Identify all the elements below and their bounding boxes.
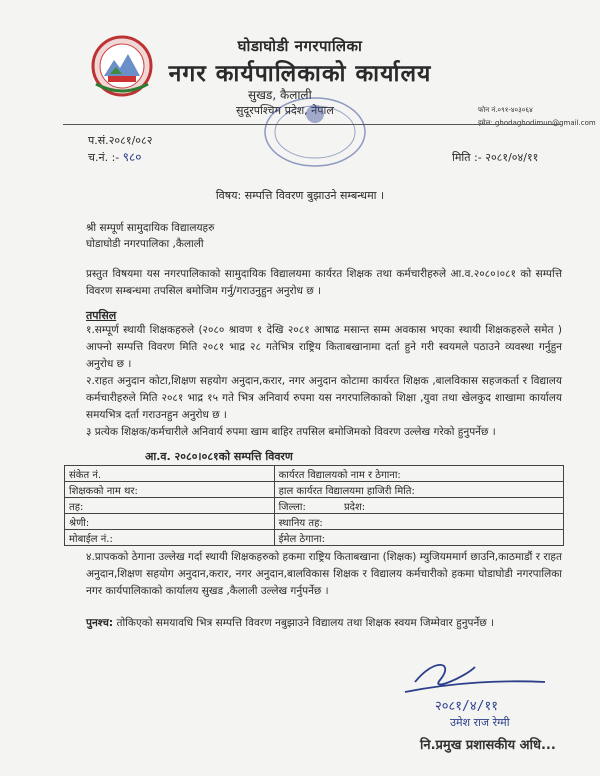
- office-stamp: [260, 92, 370, 172]
- table-row: [65, 482, 564, 498]
- phone-number: फोन नं.०९१-४०३०६४: [478, 106, 533, 114]
- point-item: ३ प्रत्येक शिक्षक/कर्मचारीले अनिवार्य रुपमा खाम बाहिर तपसिल बमोजिमको विवरण उल्लेख गरेको हुनुपर्नेछ ।: [86, 426, 496, 438]
- office-name: नगर कार्यपालिकाको कार्यालय: [168, 61, 432, 87]
- signature-date: २०८१/४/११: [435, 699, 498, 714]
- point-four-paragraph: ४.प्रापकको ठेगाना उल्लेख गर्दा स्थायी शिक्षकहरुको हकमा राष्ट्रिय किताबखाना (शिक्षक) म्युजियममार्ग छाउनि,काठमाडौं र राहत अनुदान,शिक्षण सहयोग अनुदान,करार, नगर अनुदान,बालविकास शिक्षक र विद्यालय कर्मचारीको हकमा घोडाघोडी नगरपालिका नगर कार्यपालिकाको कार्यालय सुखड ,कैलाली उल्लेख गर्नुपर्नेछ ।: [86, 551, 562, 597]
- contact-block: [478, 104, 596, 130]
- table-cell: हाल कार्यरत विद्यालयमा हाजिरी मिति:: [274, 482, 563, 498]
- table-title: आ.व. २०८०।०८१को सम्पत्ति विवरण: [145, 450, 293, 463]
- table-cell: तह:: [65, 498, 275, 514]
- signatory-title: नि.प्रमुख प्रशासकीय अधि...: [420, 738, 556, 753]
- table-cell: मोबाईल नं.:: [65, 530, 275, 546]
- table-row: [65, 514, 564, 530]
- date-label: मिति :-: [452, 151, 482, 164]
- chalani-number: ९८०: [122, 150, 142, 164]
- table-row: [65, 530, 564, 546]
- table-cell: स्थानिय तह:: [274, 514, 563, 530]
- table-cell: संकेत नं.: [65, 466, 275, 482]
- tapasil-heading: तपसिल: [86, 309, 117, 322]
- office-location: सुखड, कैलाली: [248, 88, 312, 102]
- table-row: [65, 466, 564, 482]
- asset-details-table: [64, 465, 564, 546]
- email-address: इमेल: ghodaghodimun@gmail.com: [478, 119, 596, 127]
- point-item: २.राहत अनुदान कोटा,शिक्षण सहयोग अनुदान,करार, नगर अनुदान कोटामा कार्यरत शिक्षक ,बालविकास सहजकर्ता र विद्यालय कर्मचारीहरुले मिति २०८१ भाद्र १५ गते भित्र अनिवार्य रुपमा यस नगरपालिकाको शिक्षा ,युवा तथा खेलकुद शाखामा कार्यालय समयभित्र दर्ता गराउनहुन अनुरोध छ ।: [86, 375, 562, 421]
- table-row: [65, 498, 564, 514]
- table-cell: कार्यरत विद्यालयको नाम र ठेगाना:: [274, 466, 563, 482]
- note-label: पुनश्च:: [86, 617, 114, 629]
- chalani-label: च.नं. :-: [88, 151, 120, 164]
- addressee-block: [86, 220, 214, 252]
- date-value: २०८१/०४/११: [485, 151, 539, 164]
- addressee-line: श्री सम्पूर्ण सामुदायिक विद्यालयहरु: [86, 222, 215, 234]
- municipality-name: घोडाघोडी नगरपालिका: [237, 37, 363, 55]
- table-cell: श्रेणी:: [65, 514, 275, 530]
- office-province: सुदूरपश्चिम प्रदेश, नेपाल: [236, 104, 334, 117]
- patra-number: २०८१/०८२: [108, 134, 153, 147]
- header-divider: [63, 124, 561, 125]
- subject-line: विषय: सम्पत्ति विवरण बुझाउने सम्बन्धमा ।: [215, 189, 385, 202]
- signatory-name: उमेश राज रेग्मी: [450, 716, 510, 729]
- table-cell: शिक्षकको नाम थर:: [65, 482, 275, 498]
- reference-block: [88, 133, 152, 166]
- letter-date: [452, 150, 538, 165]
- points-list: [86, 322, 562, 441]
- table-cell: ईमेल ठेगाना:: [274, 530, 563, 546]
- addressee-line: घोडाघोडी नगरपालिका ,कैलाली: [86, 238, 204, 250]
- note-paragraph: [86, 615, 562, 632]
- point-item: १.सम्पूर्ण स्थायी शिक्षकहरुले (२०८० श्रावण १ देखि २०८१ आषाढ मसान्त सम्म अवकास भएका स्थायी शिक्षकहरुले समेत ) आफ्नो सम्पत्ति विवरण मिति २०८१ भाद्र २८ गतेभित्र राष्ट्रिय किताबखानामा दर्ता हुने गरी स्वयमले पठाउने व्यवस्था गर्नुहुन अनुरोध छ ।: [86, 324, 562, 370]
- note-text: तोकिएको समयावधि भित्र सम्पत्ति विवरण नबुझाउने विद्यालय तथा शिक्षक स्वयम जिम्मेवार हुनुपर्नेछ ।: [116, 617, 494, 629]
- intro-paragraph: प्रस्तुत विषयमा यस नगरपालिकाको सामुदायिक विद्यालयमा कार्यरत शिक्षक तथा कर्मचारीहरुले आ.व.२०८०।०८१ को सम्पत्ति विवरण सम्बन्धमा तपसिल बमोजिम गर्नु/गराउनुहुन अनुरोध छ ।: [86, 268, 562, 297]
- patra-label: प.सं.: [88, 134, 109, 147]
- table-cell: जिल्ला: प्रदेश:: [274, 498, 563, 514]
